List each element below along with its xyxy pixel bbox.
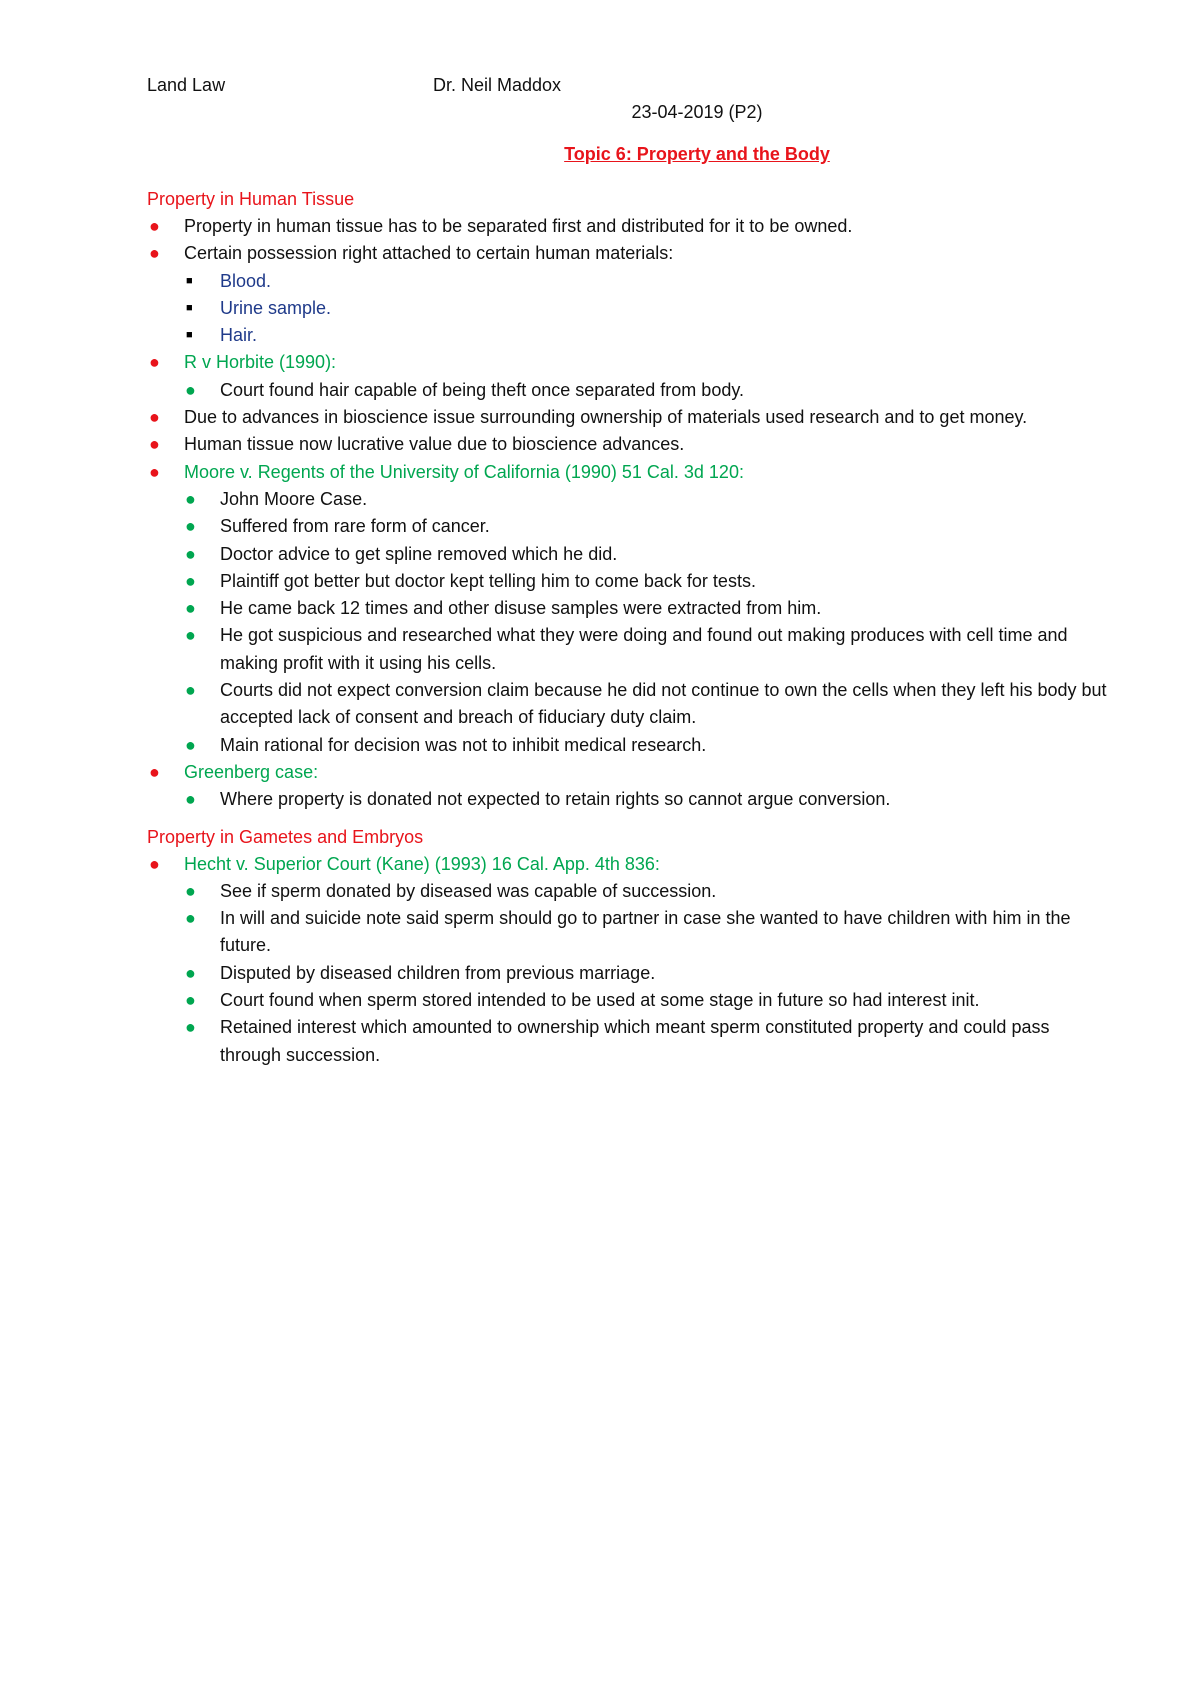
- list-item-text: John Moore Case.: [220, 488, 368, 509]
- list-item: [147, 295, 1107, 322]
- list-item: [147, 349, 1107, 376]
- lecturer-name: Dr. Neil Maddox: [433, 75, 562, 95]
- green-bullet-icon: ●: [185, 734, 196, 755]
- list-item-text: He came back 12 times and other disuse samples were extracted from him.: [220, 598, 822, 619]
- list-item-text: Hair.: [220, 325, 258, 346]
- red-bullet-icon: ●: [149, 461, 160, 482]
- green-bullet-icon: ●: [185, 880, 196, 901]
- red-bullet-icon: ●: [149, 243, 160, 264]
- red-bullet-icon: ●: [149, 352, 160, 373]
- green-bullet-icon: ●: [185, 990, 196, 1011]
- red-bullet-icon: ●: [149, 853, 160, 874]
- document-header: [147, 72, 1107, 98]
- green-bullet-icon: ●: [185, 625, 196, 646]
- list-item-text: Courts did not expect conversion claim because he did not continue to own the cells when they left his body but accepted lack of consent and breach of fiduciary duty claim.: [220, 680, 1107, 728]
- list-item: [147, 677, 1107, 732]
- bullet-list-human-tissue: [147, 213, 1107, 814]
- section-title-gametes-embryos: Property in Gametes and Embryos: [147, 826, 424, 847]
- list-item: [147, 568, 1107, 595]
- green-bullet-icon: ●: [185, 516, 196, 537]
- list-item-text: He got suspicious and researched what they were doing and found out making produces with cell time and making profit with it using his cells.: [220, 625, 1068, 673]
- list-item: [147, 960, 1107, 987]
- list-item: [147, 213, 1107, 240]
- list-item-text: See if sperm donated by diseased was capable of succession.: [220, 880, 717, 901]
- list-item-text: Disputed by diseased children from previous marriage.: [220, 962, 656, 983]
- case-citation: Moore v. Regents of the University of California (1990) 51 Cal. 3d 120:: [184, 461, 744, 482]
- list-item-text: Urine sample.: [220, 297, 332, 318]
- list-item-text: Certain possession right attached to certain human materials:: [184, 243, 674, 264]
- red-bullet-icon: ●: [149, 434, 160, 455]
- list-item-text: Human tissue now lucrative value due to bioscience advances.: [184, 434, 685, 455]
- list-item: [147, 732, 1107, 759]
- green-bullet-icon: ●: [185, 488, 196, 509]
- green-bullet-icon: ●: [185, 598, 196, 619]
- green-bullet-icon: ●: [185, 379, 196, 400]
- green-bullet-icon: ●: [185, 908, 196, 929]
- section-title-human-tissue: Property in Human Tissue: [147, 189, 355, 209]
- bullet-list-gametes-embryos: [147, 851, 1107, 1069]
- list-item: [147, 459, 1107, 486]
- list-item: [147, 905, 1107, 960]
- list-item: [147, 878, 1107, 905]
- list-item: [147, 851, 1107, 878]
- list-item-text: Court found when sperm stored intended to be used at some stage in future so had interest init.: [220, 990, 980, 1011]
- list-item: [147, 595, 1107, 622]
- document-body: [147, 72, 1107, 1069]
- list-item-text: Suffered from rare form of cancer.: [220, 516, 490, 537]
- lecture-date: 23-04-2019 (P2): [631, 102, 763, 122]
- list-item-text: In will and suicide note said sperm should go to partner in case she wanted to have children with him in the future.: [220, 908, 1071, 956]
- list-item: [147, 404, 1107, 431]
- list-item: [147, 1014, 1107, 1069]
- list-item: [147, 987, 1107, 1014]
- topic-title: Topic 6: Property and the Body: [564, 144, 830, 164]
- green-bullet-icon: ●: [185, 680, 196, 701]
- case-citation: R v Horbite (1990):: [184, 352, 337, 373]
- list-item-text: Where property is donated not expected to retain rights so cannot argue conversion.: [220, 789, 891, 810]
- list-item-text: Property in human tissue has to be separated first and distributed for it to be owned.: [184, 216, 853, 236]
- case-citation: Hecht v. Superior Court (Kane) (1993) 16 Cal. App. 4th 836:: [184, 853, 660, 874]
- list-item-text: Blood.: [220, 270, 272, 291]
- green-bullet-icon: ●: [185, 570, 196, 591]
- list-item: [147, 786, 1107, 813]
- red-bullet-icon: ●: [149, 761, 160, 782]
- green-bullet-icon: ●: [185, 1017, 196, 1038]
- square-bullet-icon: ■: [186, 274, 193, 287]
- green-bullet-icon: ●: [185, 962, 196, 983]
- green-bullet-icon: ●: [185, 543, 196, 564]
- red-bullet-icon: ●: [149, 407, 160, 428]
- list-item: [147, 377, 1107, 404]
- red-bullet-icon: ●: [149, 216, 160, 236]
- list-item: [147, 541, 1107, 568]
- list-item: [147, 431, 1107, 458]
- list-item: [147, 486, 1107, 513]
- list-item-text: Plaintiff got better but doctor kept telling him to come back for tests.: [220, 570, 756, 591]
- list-item: [147, 240, 1107, 267]
- square-bullet-icon: ■: [186, 301, 193, 314]
- list-item: [147, 622, 1107, 677]
- list-item-text: Court found hair capable of being theft once separated from body.: [220, 379, 745, 400]
- green-bullet-icon: ●: [185, 789, 196, 810]
- list-item: [147, 513, 1107, 540]
- list-item-text: Retained interest which amounted to ownership which meant sperm constituted property and could pass through succession.: [220, 1017, 1050, 1065]
- list-item-text: Main rational for decision was not to inhibit medical research.: [220, 734, 707, 755]
- course-name: Land Law: [147, 75, 226, 95]
- list-item: [147, 759, 1107, 786]
- list-item: [147, 268, 1107, 295]
- list-item: [147, 322, 1107, 349]
- list-item-text: Due to advances in bioscience issue surrounding ownership of materials used research and to get money.: [184, 407, 1028, 428]
- case-citation: Greenberg case:: [184, 761, 319, 782]
- square-bullet-icon: ■: [186, 329, 193, 342]
- list-item-text: Doctor advice to get spline removed which he did.: [220, 543, 618, 564]
